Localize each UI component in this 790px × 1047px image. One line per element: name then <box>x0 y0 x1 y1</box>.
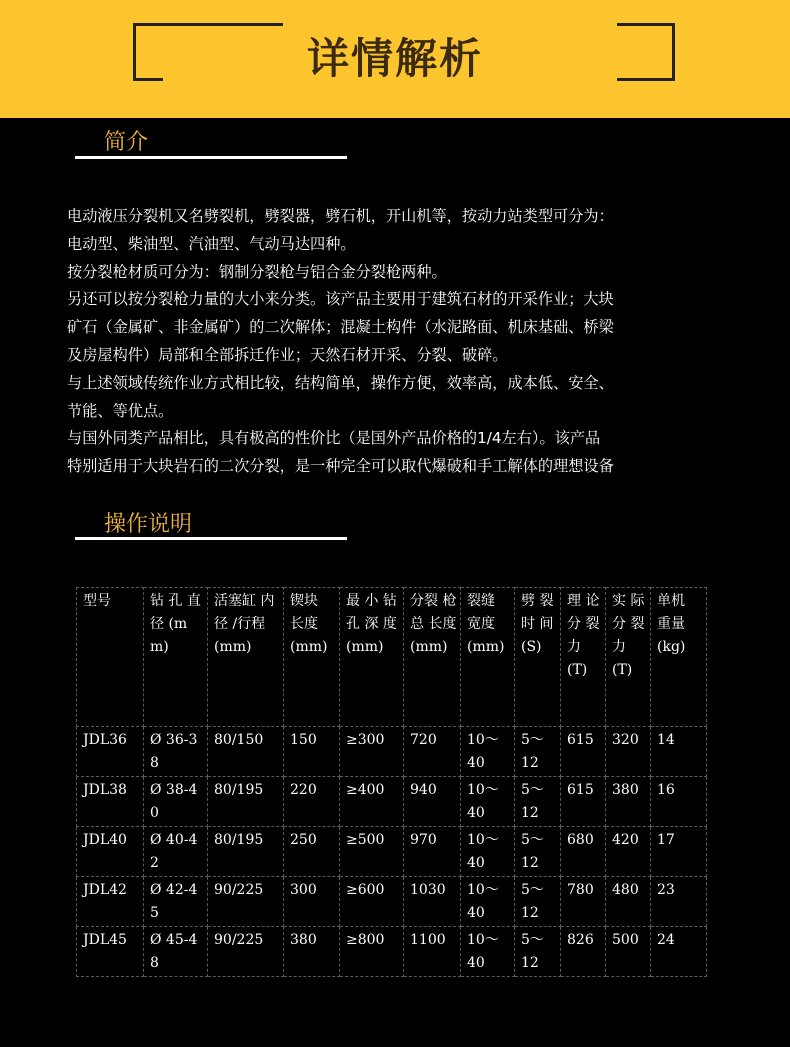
cell-weight: 23 <box>651 877 707 927</box>
cell-crack-width: 10～ 40 <box>461 827 515 877</box>
section-underline-intro <box>75 156 347 159</box>
cell-crack-width: 10～ 40 <box>461 777 515 827</box>
header-crack-width: 裂缝 宽度 (mm) <box>461 588 515 727</box>
table-header-row <box>77 588 707 727</box>
spec-table <box>76 587 707 977</box>
header-actual-force: 实 际 分 裂 力 (T) <box>606 588 651 727</box>
cell-gun-length: 970 <box>404 827 461 877</box>
header-theoretical-force: 理 论 分 裂 力 (T) <box>561 588 606 727</box>
cell-gun-length: 1030 <box>404 877 461 927</box>
cell-split-time: 5～ 12 <box>515 727 561 777</box>
banner-title: 详情解析 <box>306 34 483 83</box>
intro-line: 电动型、柴油型、汽油型、气动马达四种。 <box>67 234 356 253</box>
cell-cylinder: 80/150 <box>208 727 284 777</box>
header-gun-length: 分裂 枪总 长度 (mm) <box>404 588 461 727</box>
cell-actual-force: 480 <box>606 877 651 927</box>
table-row <box>77 827 707 877</box>
intro-line: 电动液压分裂机又名劈裂机，劈裂器，劈石机，开山机等，按动力站类型可分为： <box>67 207 614 225</box>
cell-split-time: 5～ 12 <box>515 827 561 877</box>
cell-theoretical-force: 615 <box>561 777 606 827</box>
cell-weight: 16 <box>651 777 707 827</box>
section-underline-operation <box>75 537 347 540</box>
cell-min-depth: ≥800 <box>340 927 404 977</box>
table-row <box>77 777 707 827</box>
cell-cylinder: 80/195 <box>208 777 284 827</box>
cell-theoretical-force: 826 <box>561 927 606 977</box>
cell-gun-length: 1100 <box>404 927 461 977</box>
cell-weight: 14 <box>651 727 707 777</box>
cell-actual-force: 500 <box>606 927 651 977</box>
bracket-left <box>133 23 283 26</box>
header-drill-diameter: 钻 孔 直 径 (mm) <box>144 588 208 727</box>
table-row <box>77 727 707 777</box>
header-weight: 单机 重量 (kg) <box>651 588 707 727</box>
cell-wedge-length: 250 <box>284 827 340 877</box>
header-wedge-length: 锲块 长度 (mm) <box>284 588 340 727</box>
header-model: 型号 <box>77 588 144 727</box>
cell-min-depth: ≥300 <box>340 727 404 777</box>
cell-drill-diameter: Ø 36-38 <box>144 727 208 777</box>
cell-theoretical-force: 615 <box>561 727 606 777</box>
cell-actual-force: 380 <box>606 777 651 827</box>
cell-drill-diameter: Ø 45-48 <box>144 927 208 977</box>
cell-weight: 24 <box>651 927 707 977</box>
cell-min-depth: ≥500 <box>340 827 404 877</box>
cell-actual-force: 420 <box>606 827 651 877</box>
table-row <box>77 877 707 927</box>
cell-wedge-length: 300 <box>284 877 340 927</box>
intro-line: 按分裂枪材质可分为：钢制分裂枪与铝合金分裂枪两种。 <box>67 262 447 281</box>
cell-model: JDL38 <box>77 777 144 827</box>
cell-wedge-length: 220 <box>284 777 340 827</box>
cell-weight: 17 <box>651 827 707 877</box>
cell-model: JDL42 <box>77 877 144 927</box>
cell-theoretical-force: 680 <box>561 827 606 877</box>
cell-gun-length: 720 <box>404 727 461 777</box>
header-cylinder: 活塞缸 内径 /行程 (mm) <box>208 588 284 727</box>
cell-actual-force: 320 <box>606 727 651 777</box>
intro-line: 与国外同类产品相比，具有极高的性价比（是国外产品价格的1/4左右）。该产品 <box>67 429 601 448</box>
intro-line: 与上述领域传统作业方式相比较，结构简单，操作方便，效率高，成本低、安全、 <box>67 373 614 392</box>
intro-line: 节能、等优点。 <box>67 401 174 420</box>
cell-model: JDL36 <box>77 727 144 777</box>
cell-wedge-length: 150 <box>284 727 340 777</box>
cell-model: JDL45 <box>77 927 144 977</box>
cell-cylinder: 90/225 <box>208 877 284 927</box>
cell-drill-diameter: Ø 42-45 <box>144 877 208 927</box>
cell-drill-diameter: Ø 40-42 <box>144 827 208 877</box>
intro-text <box>67 203 727 481</box>
cell-split-time: 5～ 12 <box>515 927 561 977</box>
cell-model: JDL40 <box>77 827 144 877</box>
header-banner <box>0 0 790 118</box>
section-title-intro: 简介 <box>104 130 149 155</box>
cell-cylinder: 80/195 <box>208 827 284 877</box>
header-min-depth: 最 小 钻 孔 深 度 (mm) <box>340 588 404 727</box>
intro-line: 特别适用于大块岩石的二次分裂，是一种完全可以取代爆破和手工解体的理想设备 <box>67 457 614 476</box>
cell-split-time: 5～ 12 <box>515 777 561 827</box>
intro-line: 另还可以按分裂枪力量的大小来分类。该产品主要用于建筑石材的开采作业；大块 <box>67 290 614 309</box>
intro-line: 及房屋构件）局部和全部拆迁作业；天然石材开采、分裂、破碎。 <box>67 345 508 364</box>
cell-min-depth: ≥600 <box>340 877 404 927</box>
header-split-time: 劈 裂 时 间 (S) <box>515 588 561 727</box>
cell-crack-width: 10～ 40 <box>461 877 515 927</box>
cell-crack-width: 10～ 40 <box>461 927 515 977</box>
intro-line: 矿石（金属矿、非金属矿）的二次解体；混凝土构件（水泥路面、机床基础、桥梁 <box>67 318 614 337</box>
cell-gun-length: 940 <box>404 777 461 827</box>
bracket-right <box>617 23 675 26</box>
cell-min-depth: ≥400 <box>340 777 404 827</box>
section-title-operation: 操作说明 <box>104 512 193 537</box>
cell-drill-diameter: Ø 38-40 <box>144 777 208 827</box>
cell-cylinder: 90/225 <box>208 927 284 977</box>
cell-theoretical-force: 780 <box>561 877 606 927</box>
cell-wedge-length: 380 <box>284 927 340 977</box>
cell-crack-width: 10～ 40 <box>461 727 515 777</box>
table-row <box>77 927 707 977</box>
cell-split-time: 5～ 12 <box>515 877 561 927</box>
